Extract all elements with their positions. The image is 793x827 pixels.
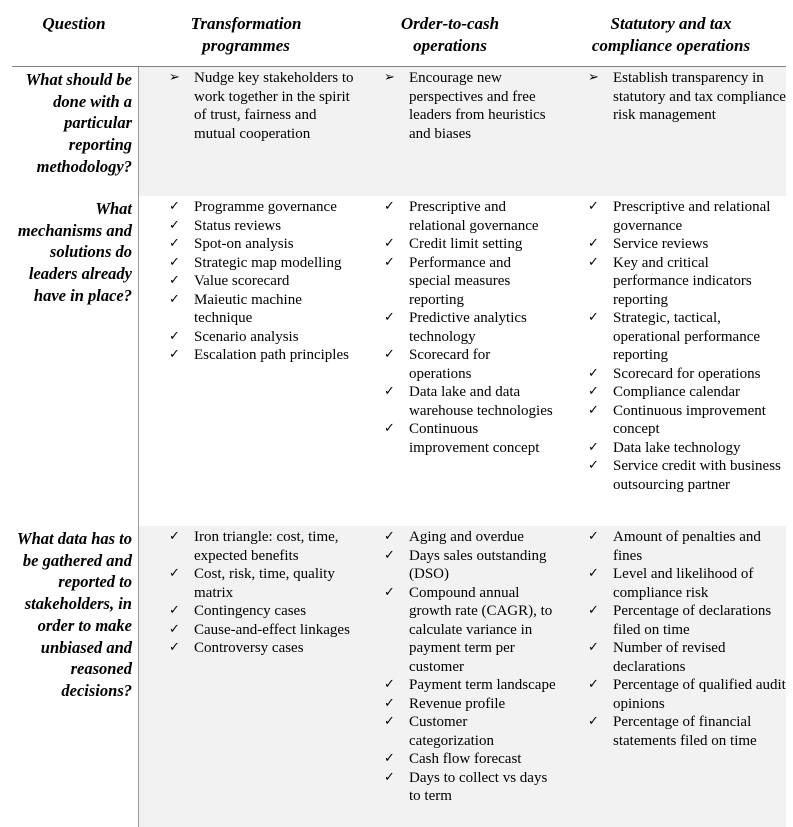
- list-item: [384, 346, 556, 383]
- check-bullet-icon: ✓: [384, 714, 395, 729]
- check-bullet-icon: ✓: [384, 236, 395, 251]
- list-item-text: Amount of penalties and fines: [613, 529, 761, 564]
- check-bullet-icon: ✓: [384, 199, 395, 214]
- check-bullet-icon: ✓: [384, 254, 395, 270]
- list-item: [169, 346, 361, 365]
- list-item: [169, 602, 361, 621]
- list-item-text: Revenue profile: [409, 695, 506, 712]
- list-item-text: Scorecard for operations: [613, 365, 761, 382]
- list-item: [384, 69, 556, 143]
- check-bullet-icon: ✓: [169, 291, 180, 307]
- header-order-to-cash: Order-to-cash operations: [400, 14, 500, 55]
- list-item-text: Service credit with business outsourcing partner: [613, 458, 781, 493]
- list-item-text: Percentage of financial statements filed on time: [613, 714, 757, 749]
- check-bullet-icon: ✓: [169, 566, 180, 581]
- header-transformation: Transformation programmes: [190, 14, 302, 55]
- check-bullet-icon: ✓: [169, 273, 180, 288]
- list-item: [588, 676, 788, 713]
- list-item-text: Percentage of declarations filed on time: [613, 603, 772, 638]
- list-item-text: Predictive analytics technology: [409, 310, 527, 345]
- list-item: [588, 402, 788, 439]
- check-bullet-icon: ✓: [384, 529, 395, 544]
- check-bullet-icon: ✓: [169, 217, 180, 233]
- check-bullet-icon: ✓: [588, 603, 599, 618]
- list-item: [384, 254, 556, 310]
- check-bullet-icon: ✓: [588, 640, 599, 655]
- list-item: [384, 750, 556, 769]
- check-bullet-icon: ✓: [384, 769, 395, 785]
- check-bullet-icon: ✓: [588, 254, 599, 270]
- list-item-text: Scenario analysis: [194, 328, 299, 345]
- list-item-text: Continuous improvement concept: [613, 402, 766, 437]
- list-item-text: Spot-on analysis: [194, 236, 294, 252]
- list-item-text: Cost, risk, time, quality matrix: [194, 566, 335, 601]
- list-item: [169, 69, 361, 143]
- list-item-text: Strategic, tactical, operational performance reporting: [613, 310, 761, 363]
- check-bullet-icon: ✓: [384, 584, 395, 600]
- list-item: [588, 254, 788, 310]
- list-item-text: Continuous improvement concept: [409, 421, 540, 456]
- list-item: [169, 198, 361, 217]
- list-item-text: Value scorecard: [194, 273, 290, 289]
- check-bullet-icon: ✓: [588, 566, 599, 581]
- row-question: What data has to be gathered and reported to stakeholders, in order to make unbiased and reasoned decisions?: [16, 529, 132, 700]
- list-item: [588, 439, 788, 458]
- table-row: [12, 196, 786, 526]
- check-bullet-icon: ✓: [169, 328, 180, 344]
- list-item-text: Days to collect vs days to term: [409, 769, 548, 804]
- check-bullet-icon: ✓: [169, 254, 180, 270]
- order-to-cash-cell: [384, 528, 556, 806]
- list-item-text: Performance and special measures reporting: [409, 254, 512, 308]
- list-item: [384, 198, 556, 235]
- list-item: [384, 769, 556, 806]
- list-item: [588, 639, 788, 676]
- check-bullet-icon: ✓: [588, 402, 599, 418]
- list-item-text: Key and critical performance indicators reporting: [613, 254, 752, 308]
- row-question: What mechanisms and solutions do leaders already have in place?: [17, 199, 132, 305]
- list-item-text: Number of revised declarations: [613, 640, 726, 675]
- check-bullet-icon: ✓: [588, 439, 599, 455]
- arrow-bullet-icon: ➢: [588, 70, 599, 85]
- list-item: [384, 676, 556, 695]
- list-item: [169, 235, 361, 254]
- list-item: [588, 457, 788, 494]
- order-to-cash-cell: [384, 69, 556, 143]
- check-bullet-icon: ✓: [384, 695, 395, 711]
- list-item: [384, 309, 556, 346]
- list-item: [169, 272, 361, 291]
- check-bullet-icon: ✓: [169, 236, 180, 251]
- transformation-cell: [169, 528, 361, 658]
- order-to-cash-cell: [384, 198, 556, 457]
- check-bullet-icon: ✓: [384, 310, 395, 325]
- list-item: [169, 328, 361, 347]
- check-bullet-icon: ✓: [588, 310, 599, 325]
- list-item-text: Maieutic machine technique: [194, 291, 302, 326]
- check-bullet-icon: ✓: [588, 458, 599, 473]
- check-bullet-icon: ✓: [588, 384, 599, 399]
- list-item: [169, 291, 361, 328]
- list-item-text: Credit limit setting: [409, 236, 523, 252]
- row-question: What should be done with a particular reporting methodology?: [25, 70, 132, 176]
- list-item: [384, 713, 556, 750]
- list-item-text: Scorecard for operations: [409, 347, 491, 382]
- transformation-cell: [169, 69, 361, 143]
- list-item-text: Customer categorization: [409, 714, 494, 749]
- list-item: [169, 217, 361, 236]
- check-bullet-icon: ✓: [588, 529, 599, 544]
- list-item: [588, 198, 788, 235]
- list-item-text: Encourage new perspectives and free leaders from heuristics and biases: [409, 70, 546, 142]
- check-bullet-icon: ✓: [169, 640, 180, 655]
- check-bullet-icon: ✓: [384, 421, 395, 436]
- list-item-text: Status reviews: [194, 217, 282, 234]
- list-item-text: Contingency cases: [194, 603, 307, 619]
- list-item-text: Days sales outstanding (DSO): [409, 547, 547, 582]
- check-bullet-icon: ✓: [169, 347, 180, 362]
- list-item-text: Level and likelihood of compliance risk: [613, 566, 754, 601]
- transformation-cell: [169, 198, 361, 365]
- list-item-text: Programme governance: [194, 199, 337, 215]
- list-item: [588, 309, 788, 365]
- list-item: [588, 602, 788, 639]
- table-row: [12, 526, 786, 827]
- statutory-cell: [588, 528, 788, 750]
- list-item-text: Cash flow forecast: [409, 751, 522, 767]
- list-item-text: Cause-and-effect linkages: [194, 621, 350, 638]
- list-item-text: Payment term landscape: [409, 677, 556, 693]
- arrow-bullet-icon: ➢: [169, 70, 180, 85]
- list-item-text: Prescriptive and relational governance: [613, 199, 771, 234]
- list-item-text: Percentage of qualified audit opinions: [613, 677, 786, 712]
- check-bullet-icon: ✓: [588, 199, 599, 214]
- list-item-text: Prescriptive and relational governance: [409, 199, 539, 234]
- check-bullet-icon: ✓: [588, 677, 599, 692]
- list-item-text: Strategic map modelling: [194, 254, 342, 271]
- list-item: [384, 547, 556, 584]
- check-bullet-icon: ✓: [384, 677, 395, 692]
- list-item-text: Compliance calendar: [613, 384, 741, 400]
- check-bullet-icon: ✓: [169, 529, 180, 544]
- list-item: [169, 254, 361, 273]
- table-header: [0, 0, 793, 66]
- list-item: [169, 639, 361, 658]
- check-bullet-icon: ✓: [169, 199, 180, 214]
- list-item: [588, 235, 788, 254]
- list-item: [384, 584, 556, 677]
- check-bullet-icon: ✓: [588, 714, 599, 729]
- list-item-text: Iron triangle: cost, time, expected benefits: [194, 529, 339, 564]
- check-bullet-icon: ✓: [384, 751, 395, 766]
- list-item: [588, 713, 788, 750]
- list-item: [384, 383, 556, 420]
- list-item: [588, 383, 788, 402]
- check-bullet-icon: ✓: [588, 236, 599, 251]
- list-item-text: Data lake technology: [613, 439, 741, 456]
- list-item: [384, 235, 556, 254]
- list-item-text: Compound annual growth rate (CAGR), to calculate variance in payment term per customer: [409, 584, 553, 675]
- list-item: [588, 69, 788, 125]
- list-item: [588, 528, 788, 565]
- list-item-text: Controversy cases: [194, 640, 304, 656]
- table-row: [12, 67, 786, 196]
- list-item: [588, 365, 788, 384]
- check-bullet-icon: ✓: [384, 384, 395, 399]
- list-item: [169, 565, 361, 602]
- check-bullet-icon: ✓: [384, 347, 395, 362]
- list-item: [169, 621, 361, 640]
- column-divider: [138, 67, 139, 827]
- check-bullet-icon: ✓: [169, 603, 180, 618]
- header-question: Question: [42, 14, 106, 33]
- check-bullet-icon: ✓: [384, 547, 395, 563]
- list-item: [588, 565, 788, 602]
- statutory-cell: [588, 69, 788, 125]
- list-item-text: Service reviews: [613, 236, 709, 252]
- list-item-text: Establish transparency in statutory and tax compliance risk management: [613, 70, 786, 123]
- list-item: [384, 420, 556, 457]
- list-item: [169, 528, 361, 565]
- header-statutory: Statutory and tax compliance operations: [591, 14, 751, 55]
- list-item-text: Data lake and data warehouse technologies: [409, 384, 553, 419]
- list-item: [384, 695, 556, 714]
- check-bullet-icon: ✓: [169, 621, 180, 637]
- check-bullet-icon: ✓: [588, 365, 599, 381]
- list-item-text: Escalation path principles: [194, 347, 349, 363]
- statutory-cell: [588, 198, 788, 494]
- arrow-bullet-icon: ➢: [384, 70, 395, 85]
- list-item-text: Aging and overdue: [409, 529, 524, 545]
- list-item-text: Nudge key stakeholders to work together in the spirit of trust, fairness and mutual cooperation: [194, 70, 354, 142]
- list-item: [384, 528, 556, 547]
